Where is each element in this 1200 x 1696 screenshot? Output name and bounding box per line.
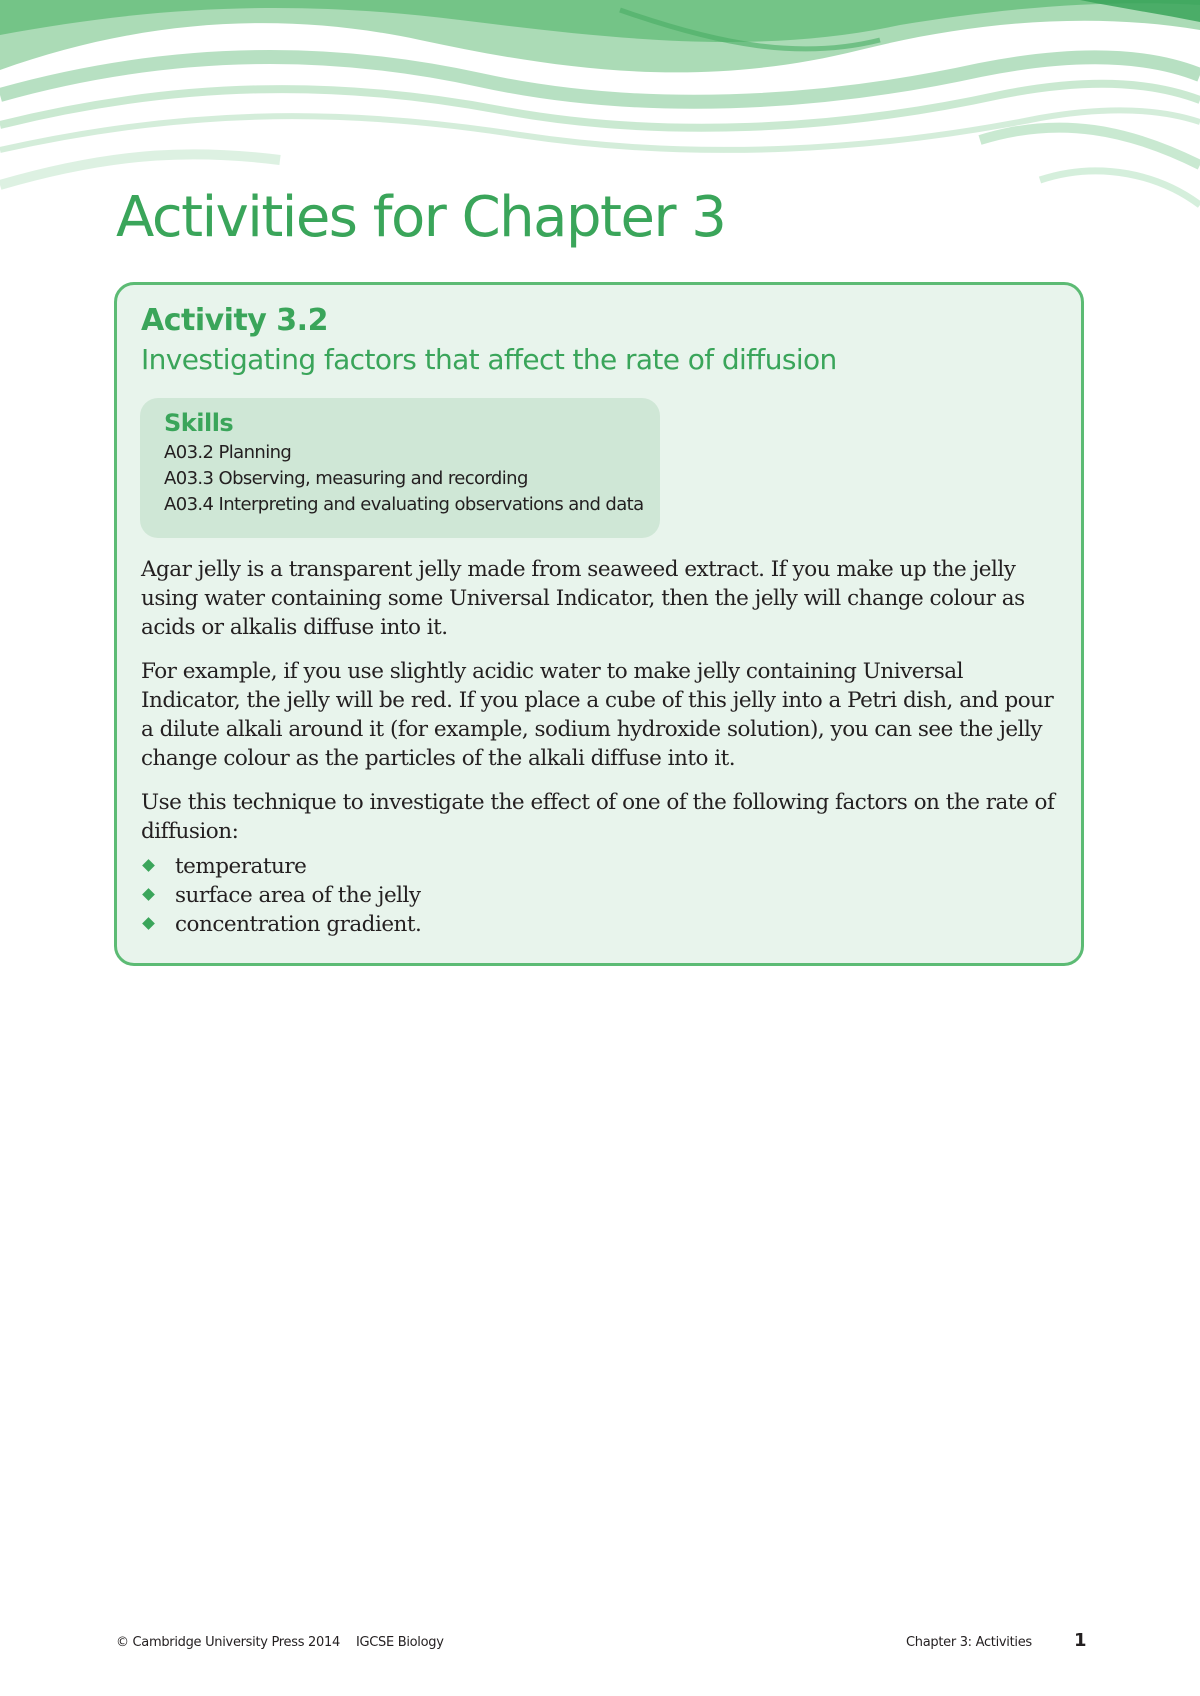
skill-item: A03.2 Planning bbox=[164, 442, 292, 464]
factor-label: concentration gradient. bbox=[175, 912, 422, 937]
diamond-bullet-icon bbox=[142, 859, 155, 872]
activity-title: Investigating factors that affect the rate of diffusion bbox=[141, 343, 837, 376]
activity-number: Activity 3.2 bbox=[141, 303, 328, 338]
factor-label: surface area of the jelly bbox=[175, 883, 421, 908]
diamond-bullet-icon bbox=[142, 917, 155, 930]
activity-body bbox=[141, 555, 1061, 939]
diamond-bullet-icon bbox=[142, 888, 155, 901]
body-paragraph: For example, if you use slightly acidic water to make jelly containing Universal Indicator, the jelly will be red. If you place a cube of this jelly into a Petri dish, and pour a dilute alkali around it (for example, sodium hydroxide solution), you can see the jelly change colour as the particles of the alkali diffuse into it. bbox=[141, 659, 1054, 771]
footer-book: IGCSE Biology bbox=[355, 1635, 444, 1650]
skills-box bbox=[140, 398, 660, 538]
skill-item: A03.3 Observing, measuring and recording bbox=[164, 468, 528, 490]
list-item bbox=[141, 910, 1061, 939]
skill-item: A03.4 Interpreting and evaluating observations and data bbox=[164, 494, 644, 516]
footer-copyright: © Cambridge University Press 2014 bbox=[116, 1635, 340, 1650]
list-item bbox=[141, 881, 1061, 910]
factor-list bbox=[141, 852, 1061, 939]
activity-box bbox=[114, 282, 1084, 966]
skills-heading: Skills bbox=[164, 409, 234, 437]
body-paragraph: Use this technique to investigate the effect of one of the following factors on the rate of diffusion: bbox=[141, 790, 1055, 844]
page-title: Activities for Chapter 3 bbox=[116, 185, 726, 250]
page-number: 1 bbox=[1074, 1630, 1087, 1651]
footer-credits bbox=[116, 1635, 444, 1650]
factor-label: temperature bbox=[175, 854, 307, 879]
footer-chapter: Chapter 3: Activities bbox=[906, 1635, 1032, 1650]
body-paragraph: Agar jelly is a transparent jelly made from seaweed extract. If you make up the jelly using water containing some Universal Indicator, then the jelly will change colour as acids or alkalis diffuse into it. bbox=[141, 557, 1025, 640]
list-item bbox=[141, 852, 1061, 881]
